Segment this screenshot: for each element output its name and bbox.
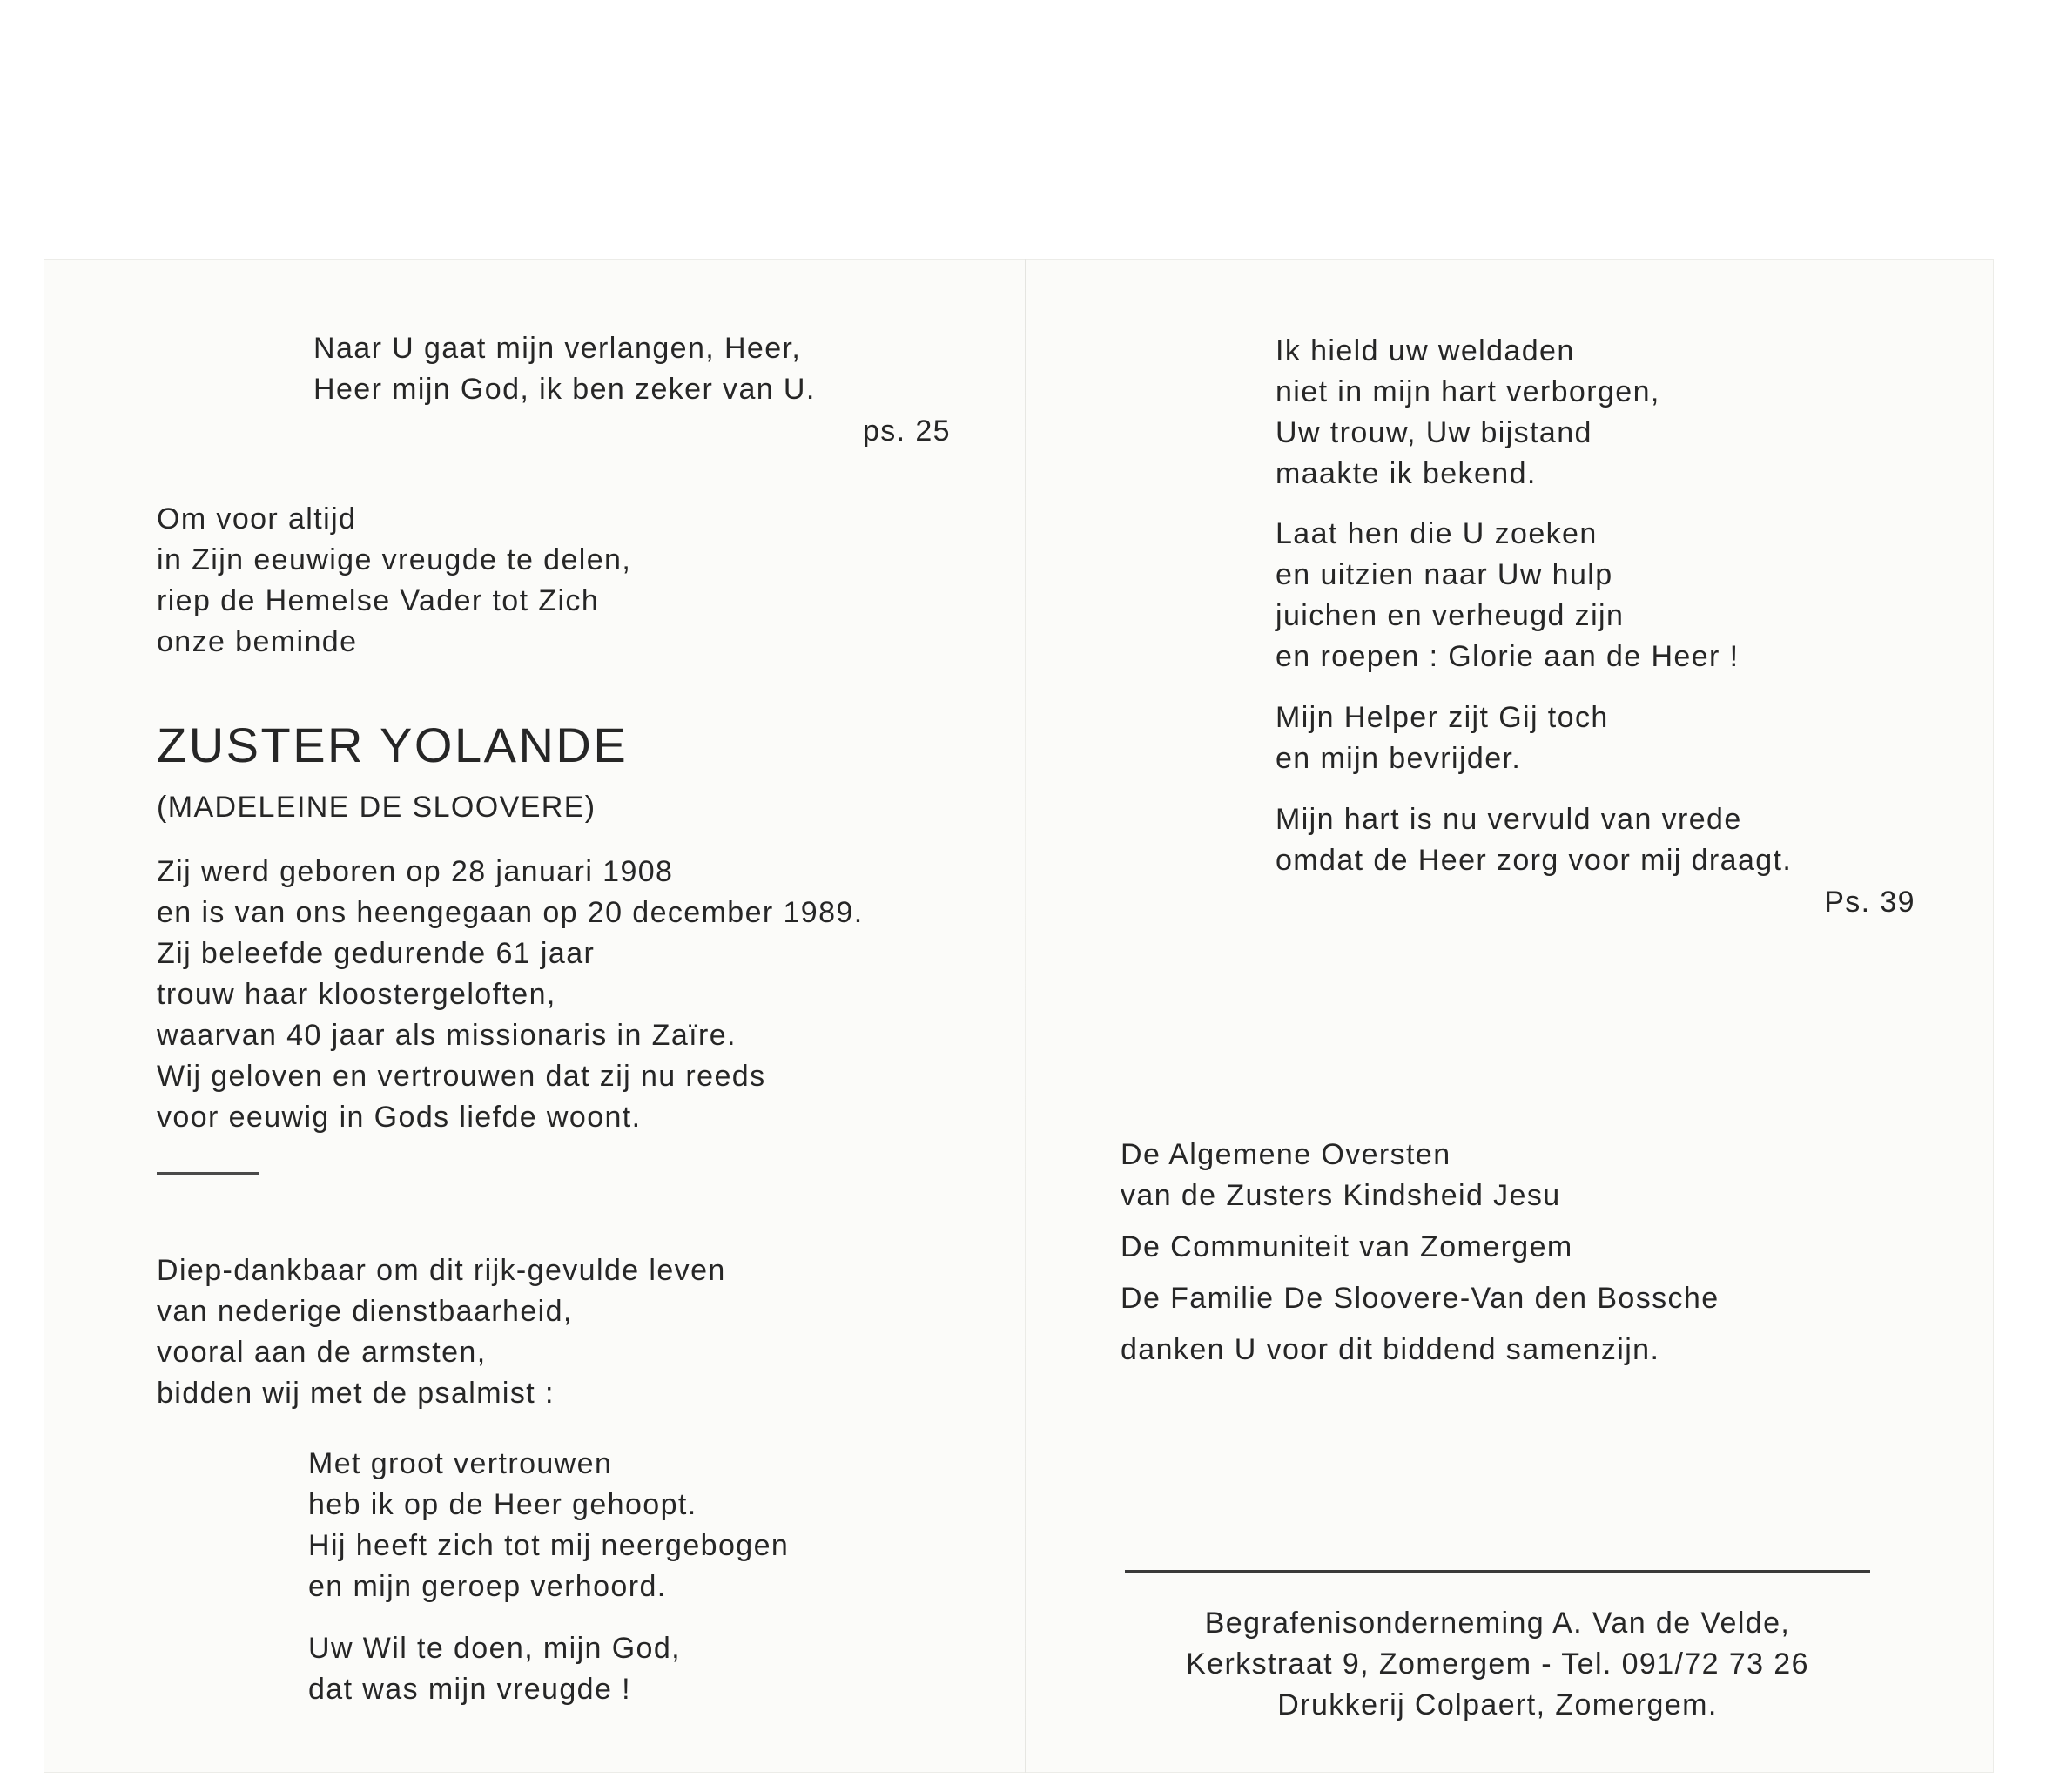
deceased-name: ZUSTER YOLANDE	[157, 717, 629, 772]
psalm-line: niet in mijn hart verborgen,	[1276, 375, 1660, 408]
gratitude-line: Diep-dankbaar om dit rijk-gevulde leven	[157, 1254, 726, 1287]
biography-line: waarvan 40 jaar als missionaris in Zaïre.	[157, 1019, 737, 1052]
epigraph-reference: ps. 25	[862, 414, 951, 448]
psalm-line: Mijn hart is nu vervuld van vrede	[1276, 803, 1742, 836]
intro-line: in Zijn eeuwige vreugde te delen,	[157, 543, 632, 576]
thanks-line: De Familie De Sloovere-Van den Bossche	[1121, 1282, 1720, 1315]
psalm-line: Uw trouw, Uw bijstand	[1276, 416, 1592, 449]
printer-line: Kerkstraat 9, Zomergem - Tel. 091/72 73 26	[1186, 1647, 1809, 1681]
gratitude-line: bidden wij met de psalmist :	[157, 1377, 555, 1410]
intro-line: Om voor altijd	[157, 502, 357, 536]
intro-line: riep de Hemelse Vader tot Zich	[157, 584, 600, 617]
thanks-line: De Communiteit van Zomergem	[1121, 1230, 1573, 1263]
psalm-line: Hij heeft zich tot mij neergebogen	[308, 1529, 790, 1562]
psalm-line: en mijn bevrijder.	[1276, 742, 1522, 775]
biography-line: en is van ons heengegaan op 20 december 1989.	[157, 896, 864, 929]
psalm-line: en mijn geroep verhoord.	[308, 1570, 667, 1603]
civil-name: (MADELEINE DE SLOOVERE)	[157, 791, 596, 824]
psalm-line: dat was mijn vreugde !	[308, 1673, 631, 1706]
thanks-line: danken U voor dit biddend samenzijn.	[1121, 1333, 1660, 1366]
biography-line: Zij beleefde gedurende 61 jaar	[157, 937, 596, 970]
psalm-line: Met groot vertrouwen	[308, 1447, 613, 1480]
gratitude-line: vooral aan de armsten,	[157, 1336, 487, 1369]
thanks-line: De Algemene Oversten	[1121, 1138, 1451, 1171]
section-divider	[157, 1172, 259, 1175]
intro-line: onze beminde	[157, 625, 358, 658]
printer-line: Begrafenisonderneming A. Van de Velde,	[1204, 1607, 1791, 1640]
epigraph-line: Naar U gaat mijn verlangen, Heer,	[313, 332, 802, 365]
epigraph-line: Heer mijn God, ik ben zeker van U.	[313, 373, 816, 406]
psalm-line: juichen en verheugd zijn	[1276, 599, 1625, 632]
psalm-line: Ik hield uw weldaden	[1276, 334, 1575, 367]
psalm-line: heb ik op de Heer gehoopt.	[308, 1488, 697, 1521]
biography-line: Zij werd geboren op 28 januari 1908	[157, 855, 674, 888]
psalm-line: Laat hen die U zoeken	[1276, 517, 1598, 550]
printer-line: Drukkerij Colpaert, Zomergem.	[1277, 1688, 1718, 1721]
psalm-line: Mijn Helper zijt Gij toch	[1276, 701, 1609, 734]
psalm-line: en uitzien naar Uw hulp	[1276, 558, 1613, 591]
psalm-line: maakte ik bekend.	[1276, 457, 1537, 490]
footer-divider	[1125, 1570, 1870, 1573]
thanks-line: van de Zusters Kindsheid Jesu	[1121, 1179, 1561, 1212]
psalm-line: Uw Wil te doen, mijn God,	[308, 1632, 682, 1665]
gratitude-line: van nederige dienstbaarheid,	[157, 1295, 573, 1328]
psalm-line: en roepen : Glorie aan de Heer !	[1276, 640, 1740, 673]
memorial-card	[44, 259, 1994, 1773]
card-fold	[1025, 259, 1026, 1773]
biography-line: Wij geloven en vertrouwen dat zij nu reeds	[157, 1060, 766, 1093]
psalm-reference: Ps. 39	[1824, 886, 1915, 919]
biography-line: voor eeuwig in Gods liefde woont.	[157, 1101, 642, 1134]
psalm-line: omdat de Heer zorg voor mij draagt.	[1276, 844, 1793, 877]
biography-line: trouw haar kloostergeloften,	[157, 978, 556, 1011]
